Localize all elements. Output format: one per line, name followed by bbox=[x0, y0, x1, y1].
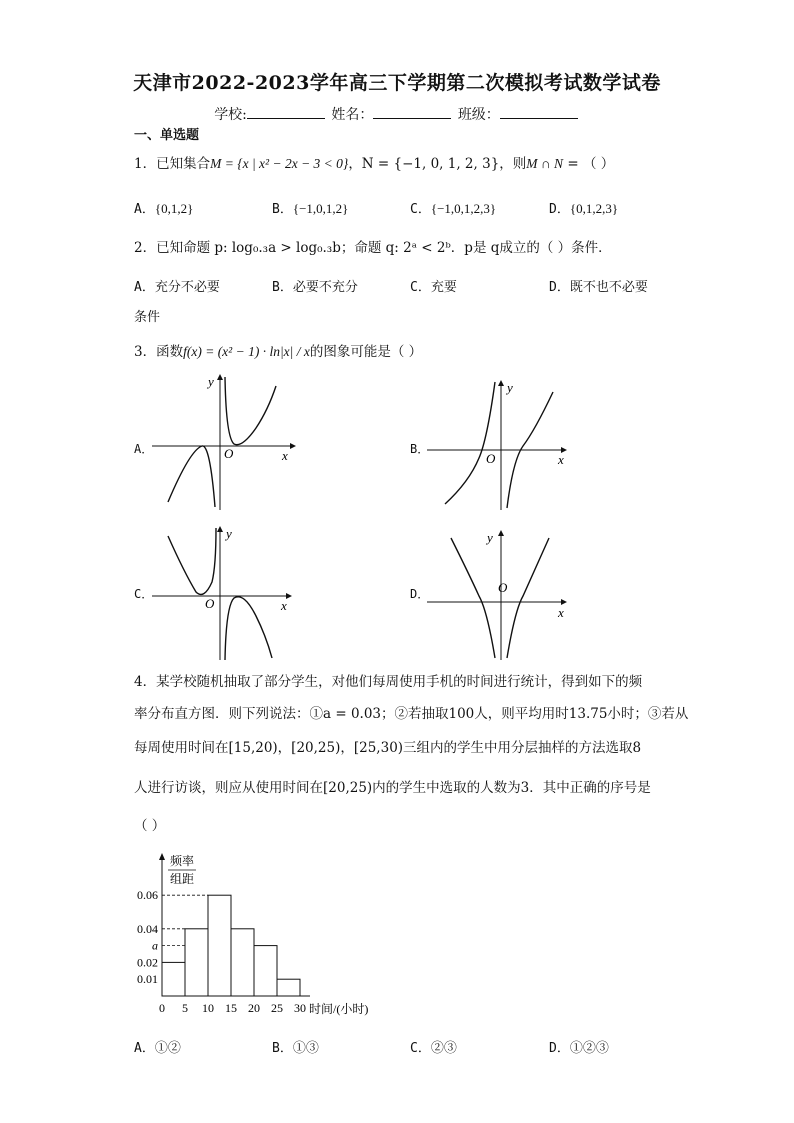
question-4-line-2: 率分布直方图．则下列说法：①a = 0.03；②若抽取100人，则平均用时13.75小时；③若从 bbox=[134, 706, 689, 722]
graph-a-x-label: x bbox=[282, 448, 288, 463]
graph-c-curve-right bbox=[225, 597, 272, 660]
hist-ytick-label: 0.01 bbox=[137, 972, 158, 987]
graph-c-y-label: y bbox=[226, 526, 232, 541]
q4-option-c[interactable]: C．②③ bbox=[410, 1041, 457, 1056]
section-heading: 一、单选题 bbox=[134, 128, 200, 143]
graph-c-x-arrow-icon bbox=[286, 593, 292, 599]
q2-option-a[interactable]: A．充分不必要 bbox=[134, 280, 220, 295]
hist-xtick-label: 30 bbox=[294, 1001, 306, 1015]
q3-option-d-label[interactable]: D． bbox=[410, 587, 430, 601]
q3-prefix: 3．函数 bbox=[134, 344, 184, 360]
graph-d-origin-label: O bbox=[498, 580, 508, 595]
graph-a-x-arrow-icon bbox=[290, 443, 296, 449]
class-blank[interactable] bbox=[500, 106, 578, 119]
hist-bar bbox=[277, 979, 300, 996]
q2-option-wrap: 条件 bbox=[134, 310, 161, 325]
class-label: 班级： bbox=[457, 107, 500, 123]
question-4-line-5: （ ） bbox=[134, 818, 166, 834]
graph-c-y-arrow-icon bbox=[217, 526, 223, 532]
frequency-histogram bbox=[128, 850, 388, 1020]
page-title: 天津市2022-2023学年高三下学期第二次模拟考试数学试卷 bbox=[133, 72, 661, 94]
graph-a-curve-right bbox=[225, 377, 276, 445]
graph-b-x-label: x bbox=[558, 452, 564, 467]
graph-d[interactable] bbox=[425, 522, 575, 662]
graph-d-y-label: y bbox=[487, 530, 493, 545]
graph-d-y-arrow-icon bbox=[498, 530, 504, 536]
hist-bar bbox=[162, 962, 185, 996]
hist-ytick-label: a bbox=[152, 938, 158, 953]
q4-option-d[interactable]: D．①②③ bbox=[549, 1041, 609, 1056]
hist-bar bbox=[185, 929, 208, 996]
graph-b-y-arrow-icon bbox=[498, 380, 504, 386]
hist-xtick-label: 0 bbox=[159, 1001, 165, 1015]
graph-c-x-label: x bbox=[281, 598, 287, 613]
hist-xtick-label: 5 bbox=[182, 1001, 188, 1015]
question-1 bbox=[134, 154, 614, 174]
graph-b-y-label: y bbox=[507, 380, 513, 395]
hist-ytick-label: 0.04 bbox=[137, 921, 158, 936]
question-4-line-4: 人进行访谈，则应从使用时间在[20,25)内的学生中选取的人数为3．其中正确的序号是 bbox=[134, 780, 651, 796]
q3-option-c-label[interactable]: C． bbox=[134, 587, 154, 601]
student-info bbox=[0, 104, 794, 124]
q3-func: f(x) = (x² − 1) · ln|x| / x bbox=[183, 344, 310, 359]
hist-ytick-label: 0.06 bbox=[137, 888, 158, 903]
graph-b[interactable] bbox=[425, 372, 575, 512]
q2-option-c[interactable]: C．充要 bbox=[410, 280, 457, 295]
q3-option-b-label[interactable]: B． bbox=[410, 442, 430, 456]
q1-tail: = （ ） bbox=[563, 156, 615, 172]
hist-bar bbox=[254, 946, 277, 996]
hist-xtick-label: 15 bbox=[225, 1001, 237, 1015]
graph-c-curve-left bbox=[168, 528, 216, 594]
hist-ylabel-top: 频率 bbox=[170, 854, 195, 868]
graph-a-origin-label: O bbox=[224, 446, 234, 461]
q2-option-d[interactable]: D．既不也不必要 bbox=[549, 280, 648, 295]
q1-prefix: 1．已知集合 bbox=[134, 156, 211, 172]
q1-set-m: M = {x | x² − 2x − 3 < 0} bbox=[210, 156, 349, 171]
graph-a-y-arrow-icon bbox=[217, 374, 223, 380]
graph-c-origin-label: O bbox=[205, 596, 215, 611]
question-3 bbox=[134, 342, 422, 362]
graph-b-origin-label: O bbox=[486, 451, 496, 466]
hist-bar bbox=[208, 895, 231, 996]
hist-ytick-label: 0.02 bbox=[137, 955, 158, 970]
graph-a-curve-left bbox=[168, 446, 215, 507]
graph-a[interactable] bbox=[150, 372, 300, 512]
hist-xtick-label: 20 bbox=[248, 1001, 260, 1015]
graph-b-curve-left bbox=[445, 382, 495, 504]
hist-y-arrow-icon bbox=[159, 853, 165, 860]
q2-option-b[interactable]: B．必要不充分 bbox=[272, 280, 358, 295]
q3-option-a-label[interactable]: A． bbox=[134, 442, 154, 456]
graph-a-y-label: y bbox=[208, 374, 214, 389]
q1-option-b[interactable]: B．{−1,0,1,2} bbox=[272, 201, 349, 217]
question-4-line-1: 4．某学校随机抽取了部分学生，对他们每周使用手机的时间进行统计，得到如下的频 bbox=[134, 674, 643, 690]
hist-xlabel: 时间/(小时) bbox=[309, 1002, 369, 1016]
hist-ylabel-bottom: 组距 bbox=[170, 872, 195, 886]
hist-xtick-label: 10 bbox=[202, 1001, 214, 1015]
q1-option-d[interactable]: D．{0,1,2,3} bbox=[549, 201, 619, 217]
question-2: 2．已知命题 p: log₀.₃a > log₀.₃b；命题 q: 2ᵃ < 2ᵇ．p是 q成立的（ ）条件． bbox=[134, 240, 612, 256]
name-label: 姓名： bbox=[331, 107, 374, 123]
q4-option-b[interactable]: B．①③ bbox=[272, 1041, 319, 1056]
graph-d-curve-left bbox=[451, 538, 495, 658]
q3-suffix: 的图象可能是（ ） bbox=[309, 344, 423, 360]
name-blank[interactable] bbox=[373, 106, 451, 119]
graph-d-x-label: x bbox=[558, 605, 564, 620]
hist-xtick-label: 25 bbox=[271, 1001, 283, 1015]
hist-bar bbox=[231, 929, 254, 996]
q1-option-c[interactable]: C．{−1,0,1,2,3} bbox=[410, 201, 497, 217]
graph-d-curve-right bbox=[507, 538, 549, 658]
question-4-line-3: 每周使用时间在[15,20)，[20,25)，[25,30)三组内的学生中用分层抽样的方法选取8 bbox=[134, 740, 642, 756]
school-label: 学校: bbox=[214, 107, 247, 123]
q4-option-a[interactable]: A．①② bbox=[134, 1041, 181, 1056]
q1-set-n: ，N = {−1, 0, 1, 2, 3}，则 bbox=[348, 156, 527, 172]
school-blank[interactable] bbox=[247, 106, 325, 119]
q1-option-a[interactable]: A．{0,1,2} bbox=[134, 201, 194, 217]
graph-c[interactable] bbox=[150, 522, 300, 662]
q1-expr: M ∩ N bbox=[526, 156, 564, 171]
